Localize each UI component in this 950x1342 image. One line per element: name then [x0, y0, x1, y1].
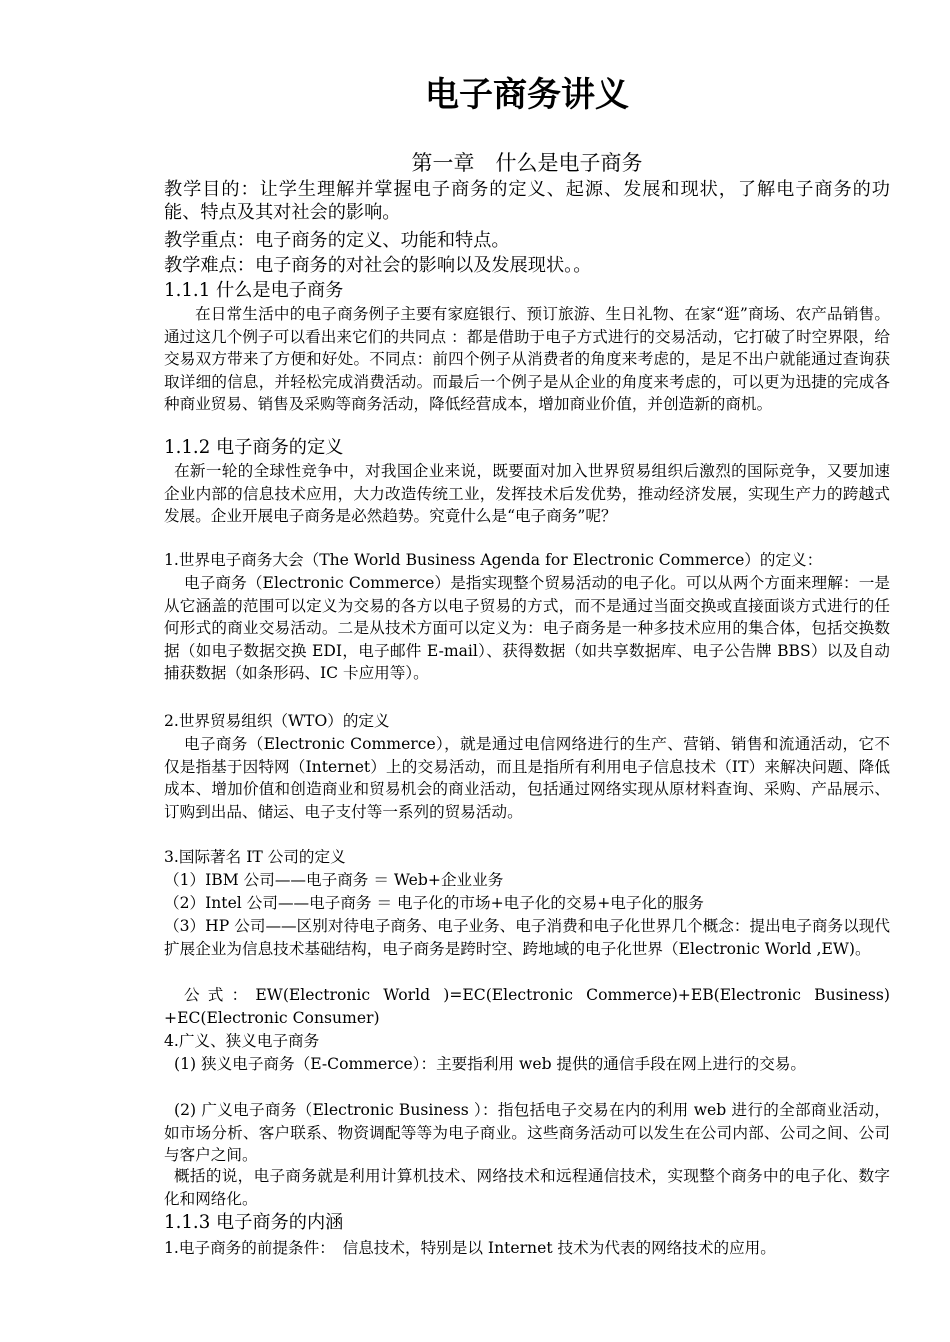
section-heading-1-1-2: 1.1.2 电子商务的定义 — [164, 437, 344, 458]
definition-1-title: 1.世界电子商务大会（The World Business Agenda for Electronic Commerce）的定义： — [164, 551, 823, 569]
section-heading-1-1-1: 1.1.1 什么是电子商务 — [164, 280, 344, 301]
section-1-1-1-body: 在日常生活中的电子商务例子主要有家庭银行、预订旅游、生日礼物、在家“逛”商场、农产品销售。通过这几个例子可以看出来它们的共同点 ：都是借助于电子方式进行的交易活动，它打破了时空界限，给交易双方带来了方便和好处。不同点：前四个例子从消费者的角度来考虑的，是足不出户就能通过查询获取详细的信息，并轻松完成消费活动。而最后一个例子是从企业的角度来考虑的，可以更为迅捷的完成各种商业贸易、销售及采购等商务活动，降低经营成本，增加商业价值，并创造新的商机。 — [164, 305, 890, 414]
chapter-title: 第一章 什么是电子商务 — [411, 151, 643, 175]
definition-3-title: 3.国际著名 IT 公司的定义 — [164, 848, 346, 866]
teaching-key-points: 教学重点：电子商务的定义、功能和特点。 — [164, 230, 510, 251]
teaching-goal: 教学目的：让学生理解并掌握电子商务的定义、起源、发展和现状，了解电子商务的功能、特点及其对社会的影响。 — [164, 179, 890, 223]
section-heading-1-1-3: 1.1.3 电子商务的内涵 — [164, 1212, 344, 1233]
definition-4-title: 4.广义、狭义电子商务 — [164, 1032, 320, 1050]
definition-hp: （3）HP 公司——区别对待电子商务、电子业务、电子消费和电子化世界几个概念：提出电子商务以现代扩展企业为信息技术基础结构，电子商务是跨时空、跨地域的电子化世界（Electronic World ,EW)。 — [164, 917, 890, 958]
ew-formula: 公式：EW(Electronic World )=EC(Electronic Commerce)+EB(Electronic Business) +EC(Electronic Consumer) — [164, 986, 890, 1027]
broad-ecommerce: (2) 广义电子商务（Electronic Business ）：指包括电子交易在内的利用 web 进行的全部商业活动，如市场分析、客户联系、物资调配等等为电子商业。这些商务活动可以发生在公司内部、公司之间、公司与客户之间。 — [164, 1101, 890, 1165]
section-1-1-2-intro: 在新一轮的全球性竞争中，对我国企业来说，既要面对加入世界贸易组织后激烈的国际竞争，又要加速企业内部的信息技术应用，大力改造传统工业，发挥技术后发优势，推动经济发展，实现生产力的跨越式发展。企业开展电子商务是必然趋势。究竟什么是“电子商务”呢？ — [164, 462, 890, 526]
ecommerce-summary: 概括的说，电子商务就是利用计算机技术、网络技术和远程通信技术，实现整个商务中的电子化、数字化和网络化。 — [164, 1167, 890, 1208]
teaching-difficulties: 教学难点：电子商务的对社会的影响以及发展现状。。 — [164, 255, 592, 276]
definition-ibm: （1）IBM 公司——电子商务 ＝ Web+企业业务 — [164, 871, 504, 889]
document-title: 电子商务讲义 — [425, 75, 629, 115]
definition-2-title: 2.世界贸易组织（WTO）的定义 — [164, 712, 390, 730]
narrow-ecommerce: (1) 狭义电子商务（E-Commerce）：主要指利用 web 提供的通信手段在网上进行的交易。 — [174, 1055, 807, 1073]
definition-intel: （2）Intel 公司——电子商务 ＝ 电子化的市场+电子化的交易+电子化的服务 — [164, 894, 704, 912]
section-1-1-3-p1: 1.电子商务的前提条件： 信息技术，特别是以 Internet 技术为代表的网络技术的应用。 — [164, 1239, 776, 1257]
definition-2-body: 电子商务（Electronic Commerce），就是通过电信网络进行的生产、营销、销售和流通活动，它不仅是指基于因特网（Internet）上的交易活动，而且是指所有利用电子信息技术（IT）来解决问题、降低成本、增加价值和创造商业和贸易机会的商业活动，包括通过网络实现从原材料查询、采购、产品展示、订购到出品、储运、电子支付等一系列的贸易活动。 — [164, 735, 890, 821]
definition-1-body: 电子商务（Electronic Commerce）是指实现整个贸易活动的电子化。可以从两个方面来理解：一是从它涵盖的范围可以定义为交易的各方以电子贸易的方式，而不是通过当面交换或直接面谈方式进行的任何形式的商业交易活动。二是从技术方面可以定义为：电子商务是一种多技术应用的集合体，包括交换数据（如电子数据交换 EDI，电子邮件 E-mail）、获得数据（如共享数据库、电子公告牌 BBS）以及自动捕获数据（如条形码、IC 卡应用等）。 — [164, 574, 890, 683]
